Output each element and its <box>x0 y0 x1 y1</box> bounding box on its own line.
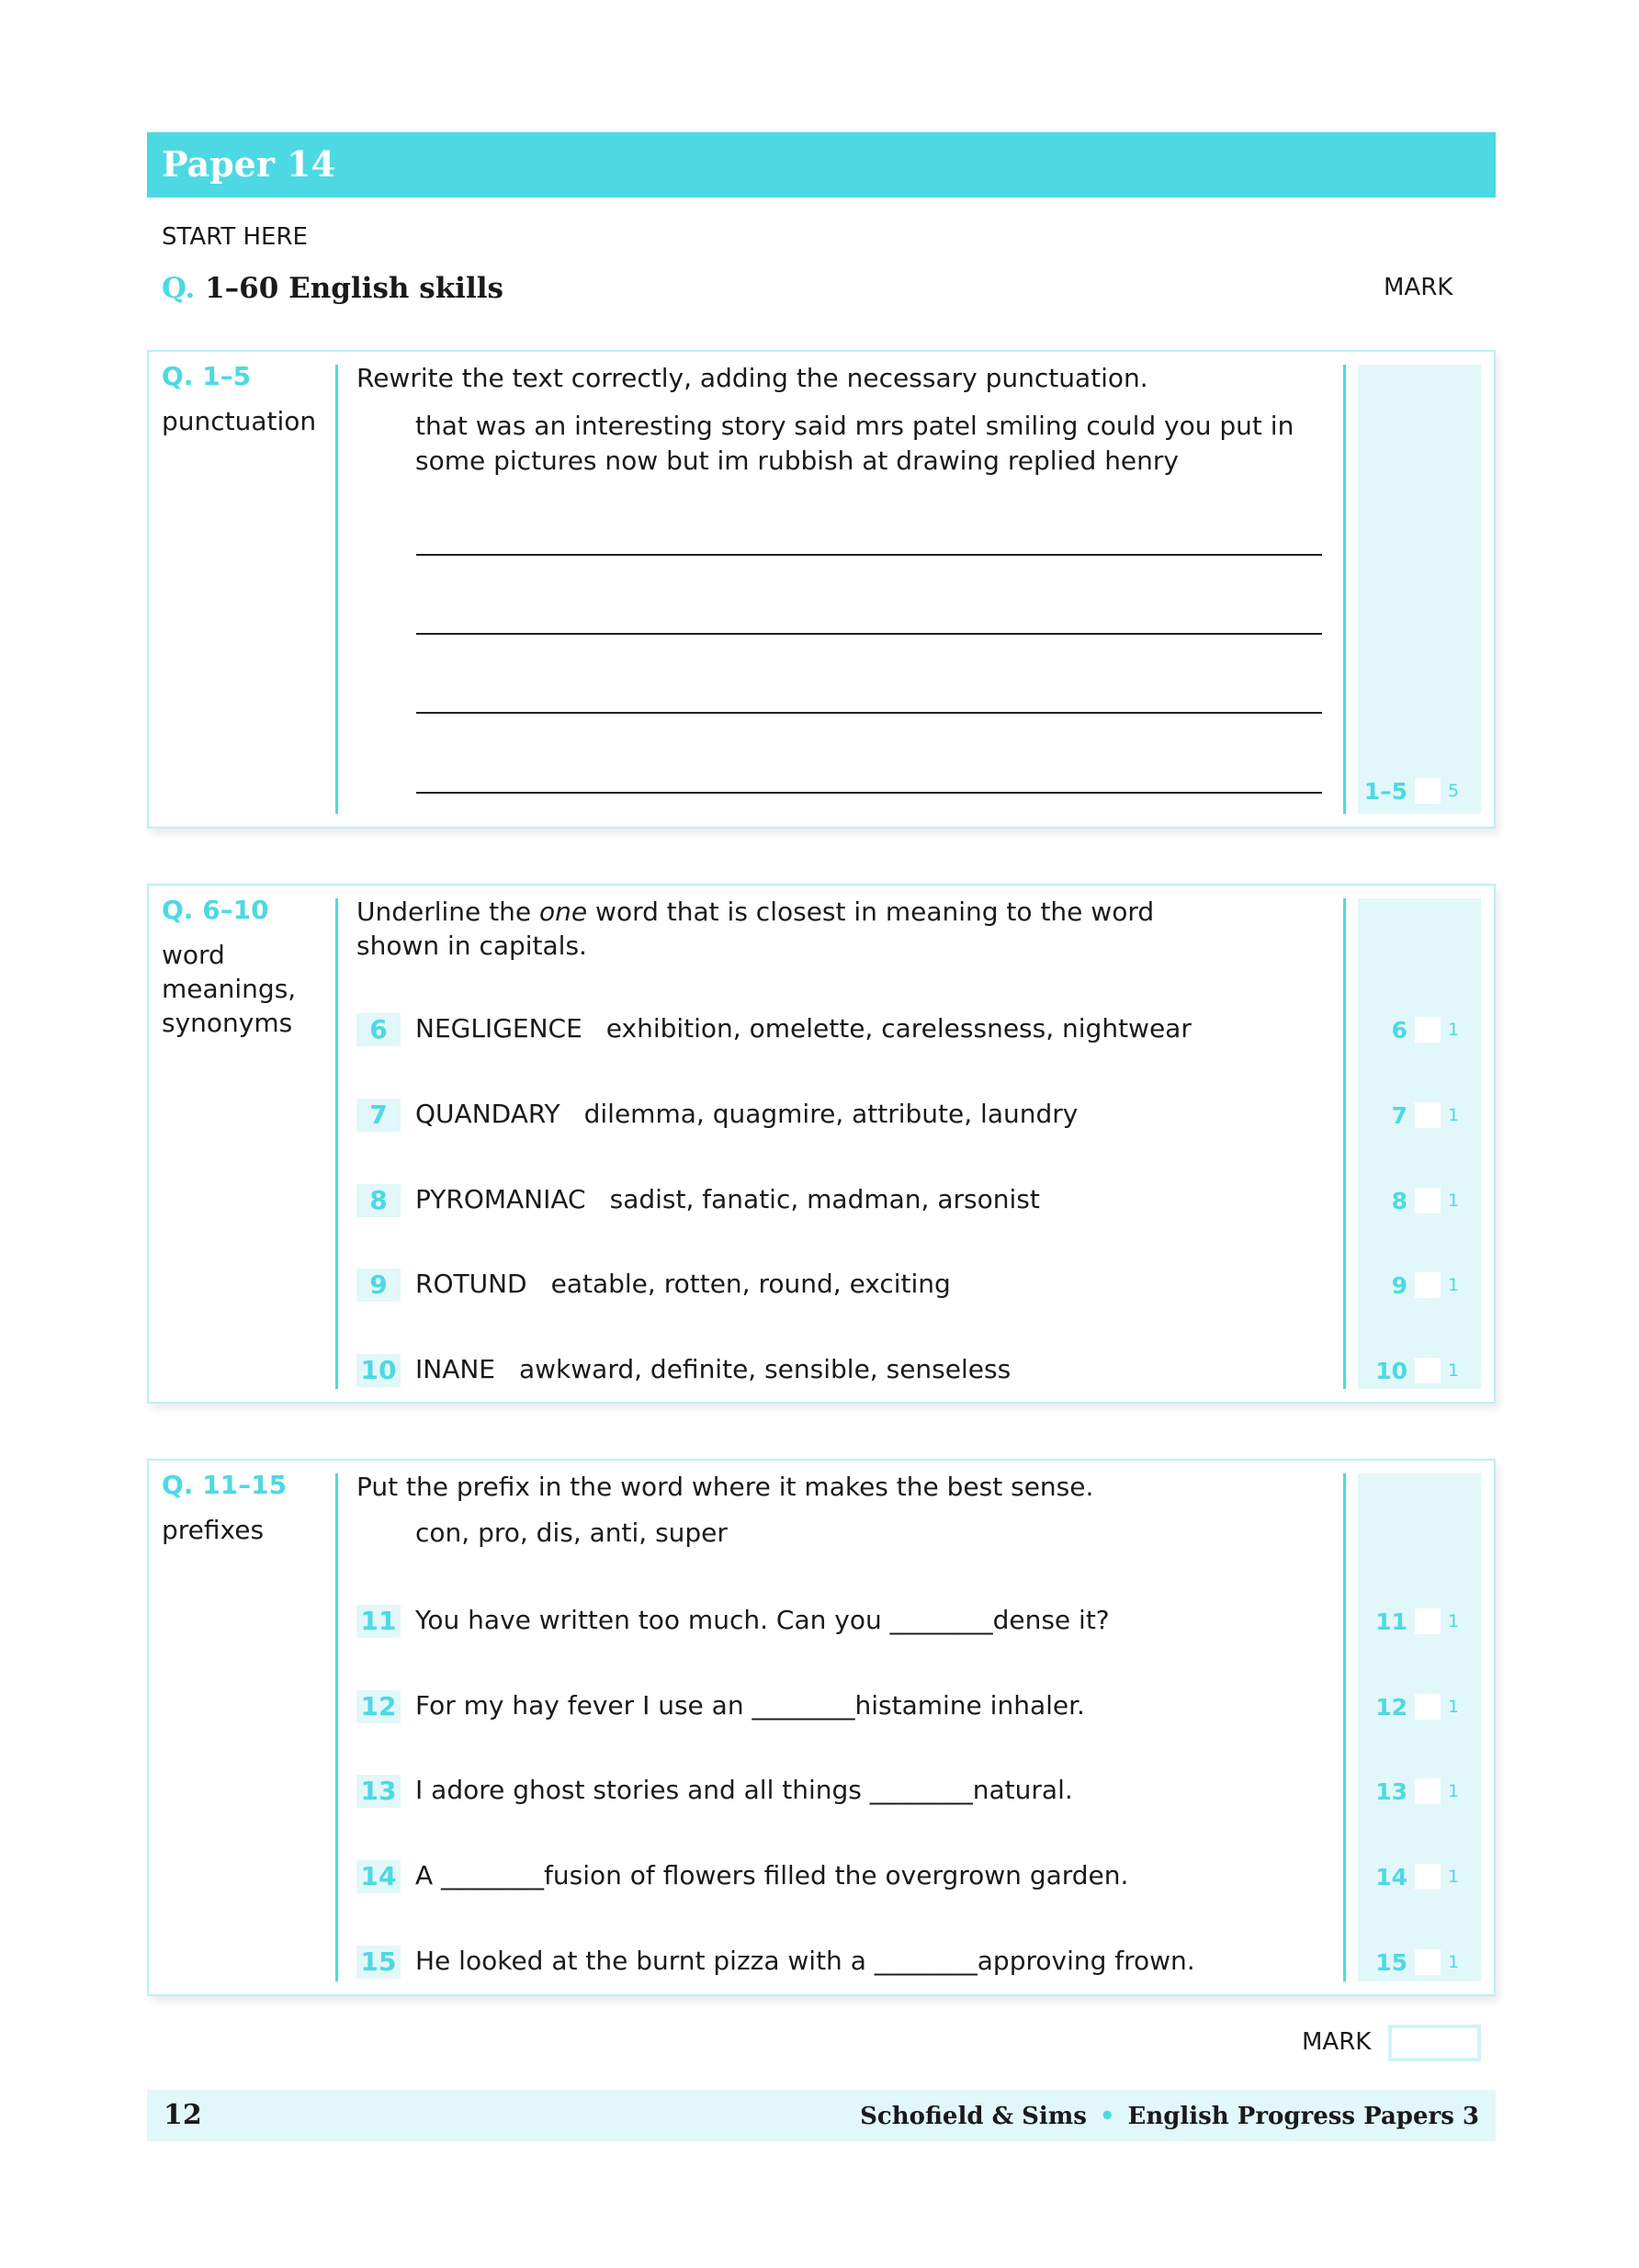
mark-box[interactable] <box>1415 1694 1441 1720</box>
mark-row <box>1375 1948 1461 1976</box>
target-word: PYROMANIAC <box>415 1184 586 1214</box>
word-options[interactable]: exhibition, omelette, carelessness, nightwear <box>605 1013 1192 1044</box>
passage: that was an interesting story said mrs patel smiling could you put in some pictures now but im rubbish at drawing replied henry <box>415 411 1294 476</box>
publisher-credit: Schofield & Sims • English Progress Papers 3 <box>860 2103 1479 2130</box>
question-topic: prefixes <box>162 1515 265 1545</box>
mark-max: 1 <box>1448 1697 1460 1717</box>
question-item <box>356 1943 1195 1980</box>
question-block-synonyms <box>147 884 1496 1404</box>
mark-box[interactable] <box>1415 1102 1441 1128</box>
question-item <box>356 1010 1192 1047</box>
mark-row <box>1392 1187 1461 1214</box>
mark-column-heading: MARK <box>1384 274 1453 301</box>
question-topic: word meanings, synonyms <box>162 940 297 1038</box>
mark-max: 1 <box>1448 1105 1460 1125</box>
mark-box[interactable] <box>1415 1017 1441 1043</box>
divider <box>1343 898 1346 1389</box>
target-word: NEGLIGENCE <box>415 1013 582 1044</box>
question-number: 10 <box>356 1354 401 1387</box>
mark-box[interactable] <box>1415 1188 1441 1213</box>
mark-max: 1 <box>1448 1275 1460 1295</box>
mark-max: 1 <box>1448 1781 1460 1801</box>
mark-box[interactable] <box>1415 1608 1441 1634</box>
mark-label: 13 <box>1375 1777 1407 1805</box>
sentence[interactable]: He looked at the burnt pizza with a ________approving frown. <box>415 1946 1195 1976</box>
question-number: 9 <box>356 1269 401 1302</box>
question-item <box>356 1602 1110 1639</box>
prefix-list: con, pro, dis, anti, super <box>415 1518 728 1548</box>
instruction: Underline the one word that is closest in meaning to the word shown in capitals. <box>356 897 1155 961</box>
question-number: 14 <box>356 1860 401 1893</box>
mark-box[interactable] <box>1415 1272 1441 1298</box>
answer-line-1[interactable] <box>416 554 1322 556</box>
mark-column <box>1358 365 1481 814</box>
mark-row <box>1375 1357 1461 1384</box>
answer-line-2[interactable] <box>416 633 1322 635</box>
mark-label: 10 <box>1375 1357 1407 1384</box>
mark-box[interactable] <box>1415 778 1441 804</box>
page-number: 12 <box>164 2099 202 2131</box>
mark-label: 9 <box>1391 1271 1407 1299</box>
section-heading <box>162 272 503 305</box>
footer <box>147 2090 1496 2141</box>
divider <box>335 365 338 814</box>
mark-box[interactable] <box>1415 1949 1441 1975</box>
q-prefix: Q. <box>162 272 196 305</box>
question-range: Q. 6–10 <box>162 895 269 925</box>
question-number: 15 <box>356 1946 401 1979</box>
mark-max: 1 <box>1448 1190 1460 1211</box>
mark-max: 1 <box>1448 1611 1460 1631</box>
question-item <box>356 1857 1128 1894</box>
section-title: 1–60 English skills <box>205 272 503 305</box>
divider <box>335 898 338 1389</box>
question-block-prefixes <box>147 1459 1496 1996</box>
divider <box>1343 1473 1346 1981</box>
word-options[interactable]: eatable, rotten, round, exciting <box>550 1269 951 1299</box>
question-block-punctuation <box>147 350 1496 829</box>
sentence[interactable]: A ________fusion of flowers filled the overgrown garden. <box>415 1860 1129 1890</box>
mark-label: 12 <box>1375 1693 1407 1721</box>
question-item <box>356 1266 951 1303</box>
mark-box[interactable] <box>1415 1778 1441 1804</box>
mark-label: 11 <box>1375 1608 1407 1635</box>
mark-max: 1 <box>1448 1952 1460 1972</box>
sentence[interactable]: I adore ghost stories and all things ________natural. <box>415 1775 1073 1805</box>
word-options[interactable]: sadist, fanatic, madman, arsonist <box>609 1184 1040 1214</box>
mark-row <box>1392 1101 1461 1129</box>
mark-row <box>1375 1608 1461 1635</box>
mark-row <box>1392 1271 1461 1299</box>
question-item <box>356 1772 1073 1809</box>
question-number: 13 <box>356 1775 401 1808</box>
instruction: Put the prefix in the word where it makes the best sense. <box>356 1472 1094 1502</box>
mark-row <box>1375 1863 1461 1890</box>
mark-column <box>1358 898 1481 1389</box>
target-word: ROTUND <box>415 1269 527 1299</box>
sentence[interactable]: For my hay fever I use an ________histamine inhaler. <box>415 1690 1085 1721</box>
question-topic: punctuation <box>162 406 317 436</box>
mark-max: 1 <box>1448 1867 1460 1887</box>
mark-row <box>1375 1693 1461 1721</box>
word-options[interactable]: awkward, definite, sensible, senseless <box>519 1354 1012 1384</box>
total-mark-box[interactable] <box>1388 2025 1481 2061</box>
answer-line-4[interactable] <box>416 792 1322 794</box>
total-mark-label: MARK <box>1302 2028 1372 2056</box>
question-item <box>356 1096 1078 1133</box>
question-number: 12 <box>356 1690 401 1723</box>
mark-column <box>1358 1473 1481 1981</box>
question-number: 6 <box>356 1013 401 1046</box>
mark-max: 1 <box>1448 1020 1460 1040</box>
answer-line-3[interactable] <box>416 712 1322 714</box>
mark-max: 5 <box>1448 781 1460 801</box>
question-range: Q. 1–5 <box>162 361 252 391</box>
instruction: Rewrite the text correctly, adding the necessary punctuation. <box>356 363 1148 393</box>
question-number: 7 <box>356 1099 401 1132</box>
mark-label: 7 <box>1391 1101 1407 1129</box>
question-range: Q. 11–15 <box>162 1470 288 1500</box>
target-word: INANE <box>415 1354 495 1384</box>
question-item <box>356 1351 1011 1388</box>
question-number: 8 <box>356 1184 401 1217</box>
mark-label: 6 <box>1391 1016 1407 1044</box>
divider <box>1343 365 1346 814</box>
mark-row <box>1375 1777 1461 1805</box>
sentence[interactable]: You have written too much. Can you ________dense it? <box>415 1605 1110 1635</box>
paper-title: Paper 14 <box>162 143 336 185</box>
mark-label: 15 <box>1375 1948 1407 1976</box>
question-item <box>356 1687 1085 1724</box>
paper-banner <box>147 132 1496 197</box>
mark-label: 8 <box>1391 1187 1407 1214</box>
mark-row <box>1392 1016 1461 1044</box>
target-word: QUANDARY <box>415 1099 560 1129</box>
mark-label: 14 <box>1375 1863 1407 1890</box>
divider <box>335 1473 338 1981</box>
question-number: 11 <box>356 1605 401 1638</box>
mark-box[interactable] <box>1415 1864 1441 1890</box>
mark-max: 1 <box>1448 1360 1460 1381</box>
mark-label: 1–5 <box>1363 777 1407 805</box>
word-options[interactable]: dilemma, quagmire, attribute, laundry <box>583 1099 1079 1129</box>
mark-row <box>1364 777 1461 805</box>
question-item <box>356 1181 1040 1218</box>
mark-box[interactable] <box>1415 1358 1441 1383</box>
start-here-label: START HERE <box>162 223 308 251</box>
